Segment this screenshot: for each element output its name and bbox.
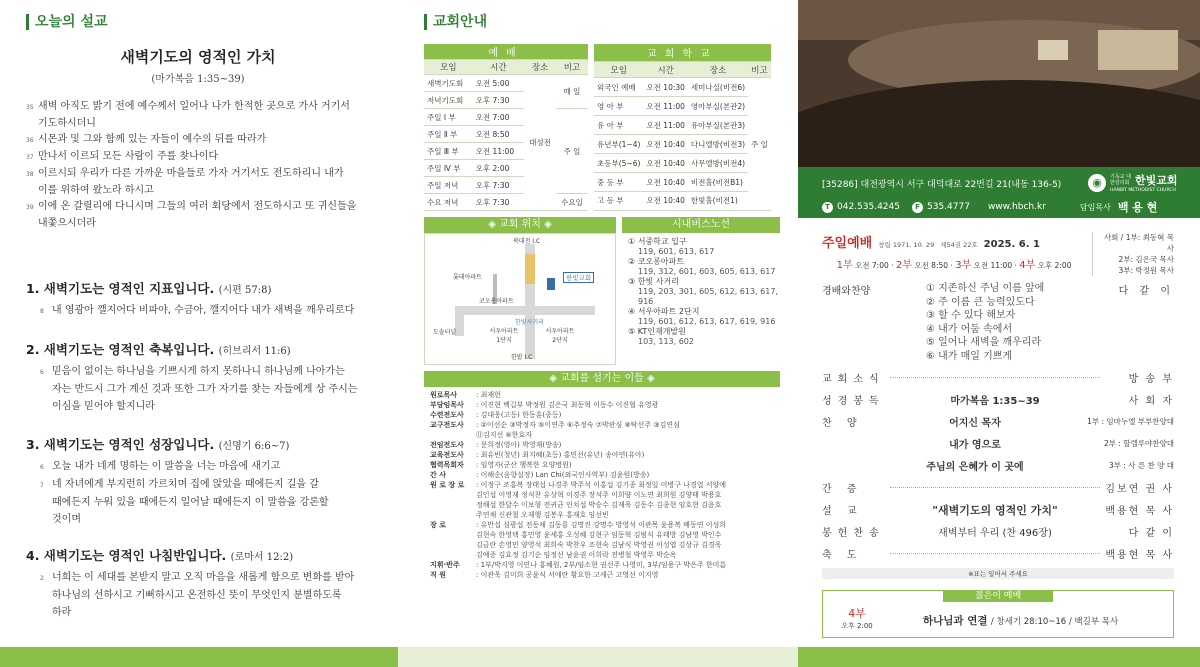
church-website: www.hbch.kr <box>987 202 1046 212</box>
order-row: 교회소식 방 송 부 <box>822 374 1174 385</box>
phone-icon: T <box>822 202 833 213</box>
point-verse: 것이며 <box>52 514 81 525</box>
point-verse: 8 내 영광아 깰지어다 비파야, 수금아, 깰지어다 내가 새벽을 깨우리로다 <box>40 305 355 316</box>
sermon-panel <box>0 0 398 647</box>
staff-row: 원 로 장 로 : 이정구 조홍복 장태섭 나경주 박주석 이홍섭 김기종 최정일 이병구 나경열 서양예 <box>430 481 726 489</box>
point-heading: 4. 새벽기도는 영적인 나침반입니다. (로마서 12:2) <box>26 548 294 563</box>
order-row: 설 교 "새벽기도의 영적인 가치" 백용현 목 사 <box>822 503 1174 517</box>
church-icon <box>547 278 555 290</box>
order-row: 주님의 은혜가 이 곳에 3부 : 사 른 찬 양 대 <box>926 461 1174 473</box>
list-item: ④ 서우아파트 2단지 119, 601, 612, 613, 617, 619, 916 <box>628 307 776 326</box>
youth-sermon: 하나님과 연결 / 창세기 28:10~16 / 백길부 목사 <box>923 615 1119 627</box>
map-section <box>424 217 616 365</box>
table-row: 영 아 부 오전 11:00 영아부실(본관2) <box>594 97 771 116</box>
table-row: 초등부(5~6) 오전 10:40 사무엘방(비전4) <box>594 154 771 173</box>
staff-header: ◈ 교회를 섬기는 이들 ◈ <box>424 371 780 387</box>
verse-line: 이를 위하여 왔노라 하시고 <box>38 185 154 196</box>
order-row: 성경봉독 마가복음 1:35~39 사 회 자 <box>822 396 1174 407</box>
church-marker-label: 한빛교회 <box>563 272 594 283</box>
staff-row: 협력목회자 : 임영자(군산 행복한 요양병원) <box>430 461 572 469</box>
list-item: ② 코오롱아파트 119, 312, 601, 603, 605, 613, 617 <box>628 257 776 276</box>
footer-bar-right <box>798 647 1200 667</box>
map-roads <box>425 234 615 364</box>
service-times: 1부 오전 7:00 · 2부 오전 8:50 · 3부 오전 11:00 · 4부 오후 2:00 <box>836 260 1072 271</box>
verse-line: 내쫓으시더라 <box>38 218 96 229</box>
sermon-section-title: 오늘의 설교 <box>26 14 370 30</box>
order-row: 찬 양 어지신 목자 1부 : 임마누엘 부부찬양대 <box>822 417 1174 429</box>
table-row: 수요 저녁 오후 7:30 수요일 <box>424 194 588 211</box>
church-info-title: 교회안내 <box>424 14 784 30</box>
sermon-point <box>26 546 370 621</box>
youth-header: 젊은이 예배 <box>943 590 1053 602</box>
church-address: [35286] 대전광역시 서구 대덕대로 22번길 21(내동 136-5) <box>822 180 1062 190</box>
list-item: ③ 한빛 사거리 119, 203, 301, 605, 612, 613, 617, 916 <box>628 277 778 306</box>
church-tel: 042.535.4245 <box>837 202 900 212</box>
school-table: 교회학교 모임 시간 장소 비고 외국인 예배 오전 10:30 세미나실(비전6) 주 일 영 아 부 오전 11:00 영아부실(본관2) 유 아 부 오전 11:00 유아부실(본관3) 유년부(1~4) 오전 10:40 다니엘방(비전3) 초등부(5~6) 오전 10:40 사무엘방(비전4) 중 등 부 오전 10:40 비전홀(비전B1) 고 등 부 오전 10:40 한빛홀(비전1) <box>594 44 771 211</box>
point-heading: 2. 새벽기도는 영적인 축복입니다. (히브리서 11:6) <box>26 342 291 357</box>
staff-row: 주연채 신관철 오재행 김봉우 홍재호 임선빈 <box>476 511 609 519</box>
bus-routes <box>622 217 780 365</box>
church-logo: ◉ 기독교 대한감리회 한빛교회 HANBIT METHODIST CHURCH <box>1088 172 1178 193</box>
staff-row: 지휘·반주 : 1부/박지영 이민나 홍혜원, 2부/임소현 권선주 나영미, 3부/임용구 박은주 한미름 <box>430 561 727 569</box>
sermon-point <box>26 435 370 528</box>
senior-pastor: 백 용 현 <box>1117 201 1158 214</box>
footer-bar-left <box>0 647 398 667</box>
bulletin-panel <box>798 0 1200 647</box>
staff-section <box>424 371 780 580</box>
point-heading: 3. 새벽기도는 영적인 성장입니다. (신명기 6:6~7) <box>26 437 290 452</box>
staff-row: 교육전도사 : 최유빈(청년) 최지혜(초등) 홍민선(유년) 송아연(유아) <box>430 451 645 459</box>
table-row: 유 아 부 오전 11:00 유아부실(본관3) <box>594 116 771 135</box>
table-row: 저녁기도회 오후 7:30 <box>424 92 588 109</box>
order-row: 내가 영으로 2부 : 할렐루야찬양대 <box>949 439 1174 451</box>
scripture-verses <box>26 99 370 231</box>
list-item: ① 서중학교 입구 119, 601, 613, 617 <box>628 237 715 256</box>
order-row: 봉헌찬송 새벽부터 우리 (찬 496장) 다 같 이 <box>822 528 1174 539</box>
staff-row: 원로목사 : 최재헌 <box>430 391 501 399</box>
point-verse: 하나님의 선하시고 기뻐하시고 온전하신 뜻이 무엇인지 분별하도록 <box>52 590 342 601</box>
service-title: 주일예배 <box>822 236 873 251</box>
church-info-bar <box>798 167 1200 218</box>
table-row: 주일 Ⅱ 부 오전 8:50 <box>424 126 588 143</box>
staff-row: 김현숙 한영택 홍민영 윤세홍 오성혜 김현구 임동혁 김범식 유태방 김남영 박인수 <box>476 531 722 539</box>
standing-note: ※표는 일어서 주세요 <box>822 568 1174 579</box>
location-map: 북대전 I.C 롯데아파트 한빛교회 코오롱아파트 도솔터널 한빛사거리 서우아파트 1단지 서우아파트 2단지 한밭 I.C <box>424 233 616 365</box>
point-heading: 1. 새벽기도는 영적인 지표입니다. (시편 57:8) <box>26 281 272 296</box>
verse-line: 36 시몬과 및 그와 함께 있는 자들이 예수의 뒤를 따라가 <box>26 134 267 145</box>
globe-icon: ◉ <box>1088 174 1106 192</box>
point-verse: 6 믿음이 없이는 하나님을 기쁘시게 하지 못하나니 하나님께 나아가는 <box>40 366 345 377</box>
point-verse: 하라 <box>52 607 72 618</box>
order-row: 간 증 김보연 권 사 <box>822 484 1174 495</box>
sermon-reference: (마가복음 1:35~39) <box>151 74 245 85</box>
staff-row: 전임전도사 : 문희정(영아) 박영재(방송) <box>430 441 562 449</box>
table-row: 주일 Ⅳ 부 오후 2:00 <box>424 160 588 177</box>
order-row: 축 도 백용현 목 사 <box>822 550 1174 561</box>
hymn-block: 경배와찬양 ① 지존하신 주님 이름 앞에 ② 주 이름 큰 능력있도다 ③ 할 수 있다 해보자 ④ 내가 어둠 속에서 ⑤ 일어나 새벽을 깨우리라 ⑥ 내가 매일 기쁘게 다 같 이 <box>822 283 1174 362</box>
verse-line: 35 새벽 아직도 밝기 전에 예수께서 일어나 나가 한적한 곳으로 가사 거기서 <box>26 101 350 112</box>
point-verse: 6 오늘 내가 네게 명하는 이 말씀을 너는 마음에 새기고 <box>40 461 281 472</box>
fax-icon: F <box>912 202 923 213</box>
list-item: ⑤ KT인재개발원 103, 113, 602 <box>628 327 694 346</box>
point-verse: 때에든지 누워 있을 때에든지 일어날 때에든지 이 말씀을 강론할 <box>52 497 329 508</box>
hymn-list: ① 지존하신 주님 이름 앞에 ② 주 이름 큰 능력있도다 ③ 할 수 있다 해보자 ④ 내가 어둠 속에서 ⑤ 일어나 새벽을 깨우리라 ⑥ 내가 매일 기쁘게 <box>926 283 1045 362</box>
service-date: 2025. 6. 1 <box>983 239 1040 250</box>
footer-bar-center <box>398 647 798 667</box>
youth-service-box <box>822 590 1174 638</box>
order-list <box>822 367 1174 565</box>
verse-line: 기도하시더니 <box>38 118 96 129</box>
service-header: 주일예배 창립 1971. 10. 29 제54권 22호 2025. 6. 1 1부 오전 7:00 · 2부 오전 8:50 · 3부 오전 11:00 · 4부 오후 2:00 사회 / 1부: 최동혁 목사 2부: 김은국 목사 3부: 박정원 목사 <box>822 233 1174 275</box>
table-row: 새벽기도회 오전 5:00 대성전 매 일 <box>424 75 588 92</box>
verse-line: 38 이르시되 우리가 다른 가까운 마을들로 가자 거기서도 전도하리니 내가 <box>26 168 344 179</box>
point-verse: 7 네 자녀에게 부지런히 가르치며 집에 앉았을 때에든지 길을 갈 <box>40 479 319 490</box>
youth-time: 4부 오후 2:00 <box>841 607 873 630</box>
table-row: 주일 Ⅲ 부 오전 11:00 <box>424 143 588 160</box>
sanctuary-photo <box>798 0 1200 167</box>
sermon-point <box>26 279 370 320</box>
table-row: 고 등 부 오전 10:40 한빛홀(비전1) <box>594 191 771 210</box>
staff-row: 간 사 : 이해순(음향실장) Lan Chi(외국인사역부) 김윤원(방송) <box>430 471 650 479</box>
staff-row: 교구전도사 : ②이선순 ③박정자 ⑤이연주 ⑥추정숙 ⑦박판심 ⑧탁선주 ③김연심 <box>430 421 680 429</box>
staff-row: 정해섭 한달수 이보형 전귀균 인치섭 박승수 김재욱 김동수 김종현 임호현 김윤호 <box>476 501 722 509</box>
sermon-point <box>26 340 370 415</box>
contact-row: T 042.535.4245 F 535.4777 www.hbch.kr 담임목사 백 용 현 <box>822 199 1157 215</box>
point-verse: 자는 반드시 그가 계신 것과 또한 그가 자기를 찾는 자들에게 상 주시는 <box>52 384 358 395</box>
verse-line: 37 만나서 이르되 모든 사람이 주를 찾나이다 <box>26 151 219 162</box>
staff-row: 직 원 : 이관욱 김미희 공윤식 서애란 황요한 고세근 고영선 이지영 <box>430 571 659 579</box>
staff-row: 김예증 김효정 김기순 임정선 남윤권 이희락 전병철 박영무 박순옥 <box>476 551 677 559</box>
staff-row: 부담임목사 : 이진현 백길부 박정원 김은국 최동혁 이동수 이진협 유영광 <box>430 401 659 409</box>
table-row: 중 등 부 오전 10:40 비전홀(비전B1) <box>594 173 771 192</box>
worship-order <box>822 232 1174 579</box>
verse-line: 39 이에 온 갈릴리에 다니시며 그들의 여러 회당에서 전도하시고 또 귀신들을 <box>26 201 357 212</box>
map-header: ◈ 교회 위치 ◈ <box>424 217 616 233</box>
bus-header: 시내버스노선 <box>622 217 780 233</box>
staff-row: 김인섭 이영재 정석찬 유상혁 이경주 장석주 이희량 이노연 최희원 김양태 박용호 <box>476 491 722 499</box>
worship-table: 예배 모임 시간 장소 비고 새벽기도회 오전 5:00 대성전 매 일 저녁기도회 오후 7:30 주일 Ⅰ 부 오전 7:00 주 일 주일 Ⅱ 부 오전 8:50 주일 Ⅲ 부 오전 11:00 주일 Ⅳ 부 오후 2:00 주일 저녁 오후 7:30 수요 저녁 오후 7:30 수요일 <box>424 44 588 211</box>
worship-table-header: 예배 <box>424 44 588 60</box>
school-table-header: 교회학교 <box>594 44 771 61</box>
church-info-panel <box>398 0 798 647</box>
table-row: 주일 Ⅰ 부 오전 7:00 주 일 <box>424 109 588 126</box>
sermon-title: 새벽기도의 영적인 가치 <box>120 48 276 66</box>
staff-row: ⑪김지선 ⑥한효자 <box>476 431 533 439</box>
table-row: 유년부(1~4) 오전 10:40 다니엘방(비전3) <box>594 135 771 154</box>
point-verse: 2 너희는 이 세대를 본받지 말고 오직 마음을 새롭게 함으로 변화를 받아 <box>40 572 355 583</box>
staff-row: 장 로 : 유만섭 심광섭 전동채 김동룡 김명진 강명수 방영석 이관목 윤용복 배동연 이성희 <box>430 521 726 529</box>
church-fax: 535.4777 <box>926 202 970 212</box>
point-verse: 이심을 믿어야 할지니라 <box>52 401 155 412</box>
staff-row: 수련전도사 : 김대웅(고등) 한동훈(중등) <box>430 411 562 419</box>
staff-row: 김금란 손영민 양영석 최희숙 박찬우 조현숙 김남식 박영권 이성엽 김상규 김경욱 <box>476 541 722 549</box>
table-row: 주일 저녁 오후 7:30 <box>424 177 588 194</box>
table-row: 외국인 예배 오전 10:30 세미나실(비전6) 주 일 <box>594 78 771 97</box>
host-list: 사회 / 1부: 최동혁 목사 2부: 김은국 목사 3부: 박정원 목사 <box>1092 232 1174 276</box>
